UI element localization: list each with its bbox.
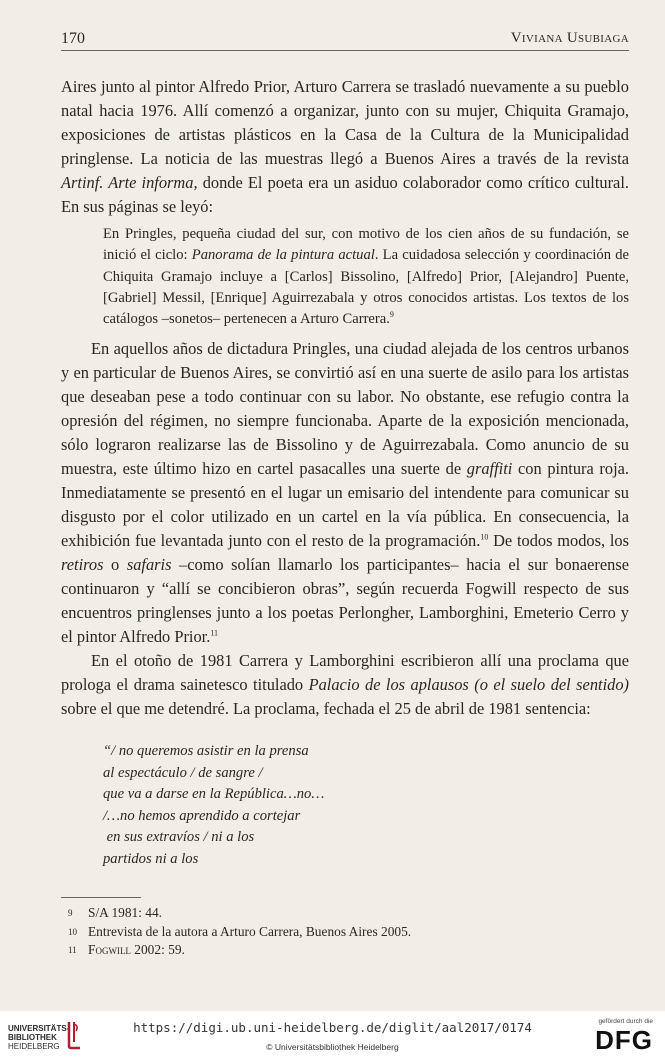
paragraph-2: En aquellos años de dictadura Pringles, una ciudad alejada de los centros urbanos y en particular de Buenos Aires, se convirtió así en una suerte de asilo para los artistas que deseaban pese a todo continuar con su labor. No obstante, ese refugio contra la opresión del régimen, no siempre funcionaba. Aparte de la exposición mencionada, sólo lograron realizarse las de Bissolino y de Aguirrezabala. Como anuncio de su muestra, este último hizo en cartel pasacalles una suerte de graffiti con pintura roja. Inmediatamente se presentó en el lugar un emisario del intendente para comunicar su disgusto por el color utilizado en un cartel en la vía pública. En consecuencia, la exhibición fue levantada junto con el resto de la programación.$^{10}$ De todos modos, los retiros o safaris –como solían llamarlo los participantes– hacia el sur bonaerense continuaron y “allí se concibieron obras”, según recuerda Fogwill respecto de sus encuentros pringlenses junto a los poetas Perlongher, Lamborghini, Emeterio Cerro y el pintor Alfredo Prior.$^{11}$ (61, 339, 630, 647)
main-text (61, 75, 629, 870)
footnote-number: 11 (68, 945, 77, 955)
verse-line: partidos ni a los (103, 850, 199, 867)
verse-line: que va a darse en la República…no… (103, 786, 325, 803)
paragraph-3: En el otoño de 1981 Carrera y Lamborghini escribieron allí una proclama que prologa el drama sainetesco titulado Palacio de los aplausos (o el suelo del sentido) sobre el que me detendré. La proclama, fechada el 25 de abril de 1981 sentencia: (61, 651, 629, 719)
library-logo[interactable]: UNIVERSITÄTS- BIBLIOTHEK HEIDELBERG (8, 1024, 70, 1051)
verse-line: /…no hemos aprendido a cortejar (103, 807, 301, 824)
page-number: 170 (61, 30, 85, 47)
footnote-number: 9 (68, 908, 73, 918)
funding-note: gefördert durch die (598, 1018, 653, 1025)
footnote-text: S/A 1981: 44. (88, 905, 163, 920)
verse-quote (103, 741, 629, 870)
running-head: Viviana Usubiaga (510, 30, 629, 46)
footnote-ref-11[interactable]: 11 (210, 629, 219, 639)
dfg-logo[interactable]: DFG (595, 1025, 653, 1055)
verse-line: “/ no queremos asistir en la prensa (103, 743, 309, 760)
copyright-notice: © Universitätsbibliothek Heidelberg (266, 1042, 399, 1052)
footnote-11 (61, 941, 629, 960)
footnote-number: 10 (68, 926, 77, 937)
footnote-9 (61, 904, 629, 923)
block-quote: En Pringles, pequeña ciudad del sur, con motivo de los cien años de su fundación, se inició el ciclo: Panorama de la pintura actual. La cuidadosa selección y coordinación de Chiquita Gramajo incluye a [Carlos] Bissolino, [Alfredo] Prior, [Alejandro] Puente, [Gabriel] Messil, [Enrique] Aguirrezabala y otros conocidos artistas. Los textos de los catálogos –sonetos– pertenecen a Arturo Carrera.$^9$ (103, 226, 629, 328)
footnote-ref-9[interactable]: 9 (389, 310, 394, 320)
footnote-ref-10[interactable]: 10 (480, 533, 489, 543)
permalink[interactable]: https://digi.ub.uni-heidelberg.de/diglit/aal2017/0174 (133, 1020, 532, 1035)
paragraph-1: Aires junto al pintor Alfredo Prior, Arturo Carrera se trasladó nuevamente a su pueblo natal hacia 1976. Allí comenzó a organizar, junto con su mujer, Chiquita Gramajo, exposiciones de artistas plásticos en la Casa de la Cultura de la Municipalidad pringlense. La noticia de las muestras llegó a Buenos Aires a través de la revista Artinf. Arte informa, donde El poeta era un asiduo colaborador como crítico cultural. En sus páginas se leyó: (61, 77, 629, 216)
verse-line: en sus extravíos / ni a los (103, 829, 255, 846)
verse-line: al espectáculo / de sangre / (103, 764, 263, 781)
footnote-author: Fogwill (88, 942, 131, 957)
footnote-divider (61, 897, 141, 898)
footnote-text: Entrevista de la autora a Arturo Carrera, Buenos Aires 2005. (88, 923, 412, 939)
footnote-text: 2002: 59. (130, 942, 185, 957)
page-header (61, 30, 629, 51)
footnote-10 (61, 923, 629, 942)
digitization-footer (0, 1011, 665, 1059)
footnotes (61, 904, 629, 960)
